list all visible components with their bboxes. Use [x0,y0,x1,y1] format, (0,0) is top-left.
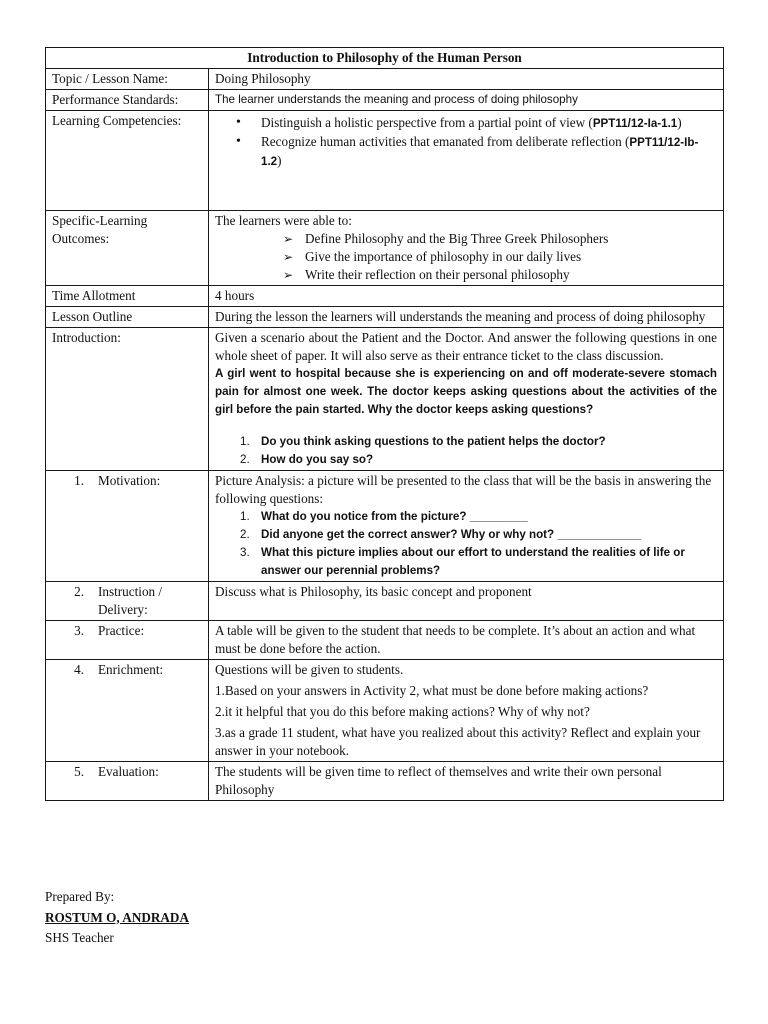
question-item: 3. What this picture implies about our effort to understand the realities of life or answer our perennial problems? [261,544,717,580]
practice-number: 3. [74,623,84,638]
introduction-questions [215,433,717,469]
motivation-questions [215,508,717,580]
performance-label: Performance Standards: [46,90,209,111]
competencies-label: Learning Competencies: [46,111,209,211]
enrichment-line: 1.Based on your answers in Activity 2, what must be done before making actions? [215,683,649,698]
competencies-row [46,111,724,211]
motivation-text: Picture Analysis: a picture will be presented to the class that will be the basis in answering the following questions: [215,473,712,506]
enrichment-row [46,660,724,762]
motivation-number: 1. [74,473,84,488]
outcome-item: ➢ Define Philosophy and the Big Three Greek Philosophers [305,230,717,248]
scenario-text: A girl went to hospital because she is experiencing on and off moderate-severe stomach pain for almost one week. The doctor keeps asking questions about the activities of the girl before the pain started. Why the doctor keeps asking questions? [215,367,717,416]
introduction-row [46,328,724,471]
time-value: 4 hours [209,286,724,307]
evaluation-label: Evaluation: [98,764,159,779]
outline-row [46,307,724,328]
question-item: 1. What do you notice from the picture? _________ [261,508,717,526]
introduction-label: Introduction: [46,328,209,471]
outcome-item: ➢ Give the importance of philosophy in our daily lives [305,248,717,266]
performance-row [46,90,724,111]
outline-label: Lesson Outline [46,307,209,328]
evaluation-row [46,762,724,801]
question-item: 2. Did anyone get the correct answer? Why or why not? _____________ [261,526,717,544]
lesson-plan-table [45,47,724,801]
enrichment-line: 2.it it helpful that you do this before making actions? Why of why not? [215,704,590,719]
enrichment-line: Questions will be given to students. [215,662,404,677]
document-title: Introduction to Philosophy of the Human Person [46,48,724,69]
topic-label: Topic / Lesson Name: [46,69,209,90]
topic-value: Doing Philosophy [209,69,724,90]
competencies-list [215,114,717,171]
enrichment-line: 3.as a grade 11 student, what have you realized about this activity? Reflect and explain your answer in your notebook. [215,725,701,758]
evaluation-number: 5. [74,764,84,779]
practice-value: A table will be given to the student that needs to be complete. It’s about an action and what must be done before the action. [209,621,724,660]
instruction-row [46,582,724,621]
title-row [46,48,724,69]
time-label: Time Allotment [46,286,209,307]
performance-value: The learner understands the meaning and process of doing philosophy [209,90,724,111]
question-item: 2. How do you say so? [261,451,717,469]
motivation-row [46,471,724,582]
outline-value: During the lesson the learners will understands the meaning and process of doing philosophy [209,307,724,328]
competency-item: • Recognize human activities that emanated from deliberate reflection (PPT11/12-Ib-1.2) [261,133,717,171]
signature-block [45,887,189,949]
competency-item: • Distinguish a holistic perspective from a partial point of view (PPT11/12-Ia-1.1) [261,114,717,133]
time-row [46,286,724,307]
prepared-by-label: Prepared By: [45,889,115,904]
enrichment-number: 4. [74,662,84,677]
motivation-label: Motivation: [98,473,161,488]
instruction-number: 2. [74,584,84,599]
practice-row [46,621,724,660]
outcomes-row [46,211,724,286]
preparer-name: ROSTUM O, ANDRADA [45,909,189,925]
instruction-value: Discuss what is Philosophy, its basic concept and proponent [209,582,724,621]
outcome-item: ➢ Write their reflection on their personal philosophy [305,266,717,284]
preparer-role: SHS Teacher [45,930,114,945]
enrichment-label: Enrichment: [98,662,164,677]
practice-label: Practice: [98,623,145,638]
topic-row [46,69,724,90]
outcomes-list [215,230,717,284]
question-item: 1. Do you think asking questions to the patient helps the doctor? [261,433,717,451]
evaluation-value: The students will be given time to reflect of themselves and write their own personal Philosophy [209,762,724,801]
instruction-label: Instruction / Delivery: [98,584,163,617]
outcomes-label: Specific-Learning Outcomes: [46,211,209,286]
outcomes-intro: The learners were able to: [215,213,352,228]
introduction-text: Given a scenario about the Patient and the Doctor. And answer the following questions in one whole sheet of paper. It will also serve as their entrance ticket to the class discussion. [215,330,717,363]
